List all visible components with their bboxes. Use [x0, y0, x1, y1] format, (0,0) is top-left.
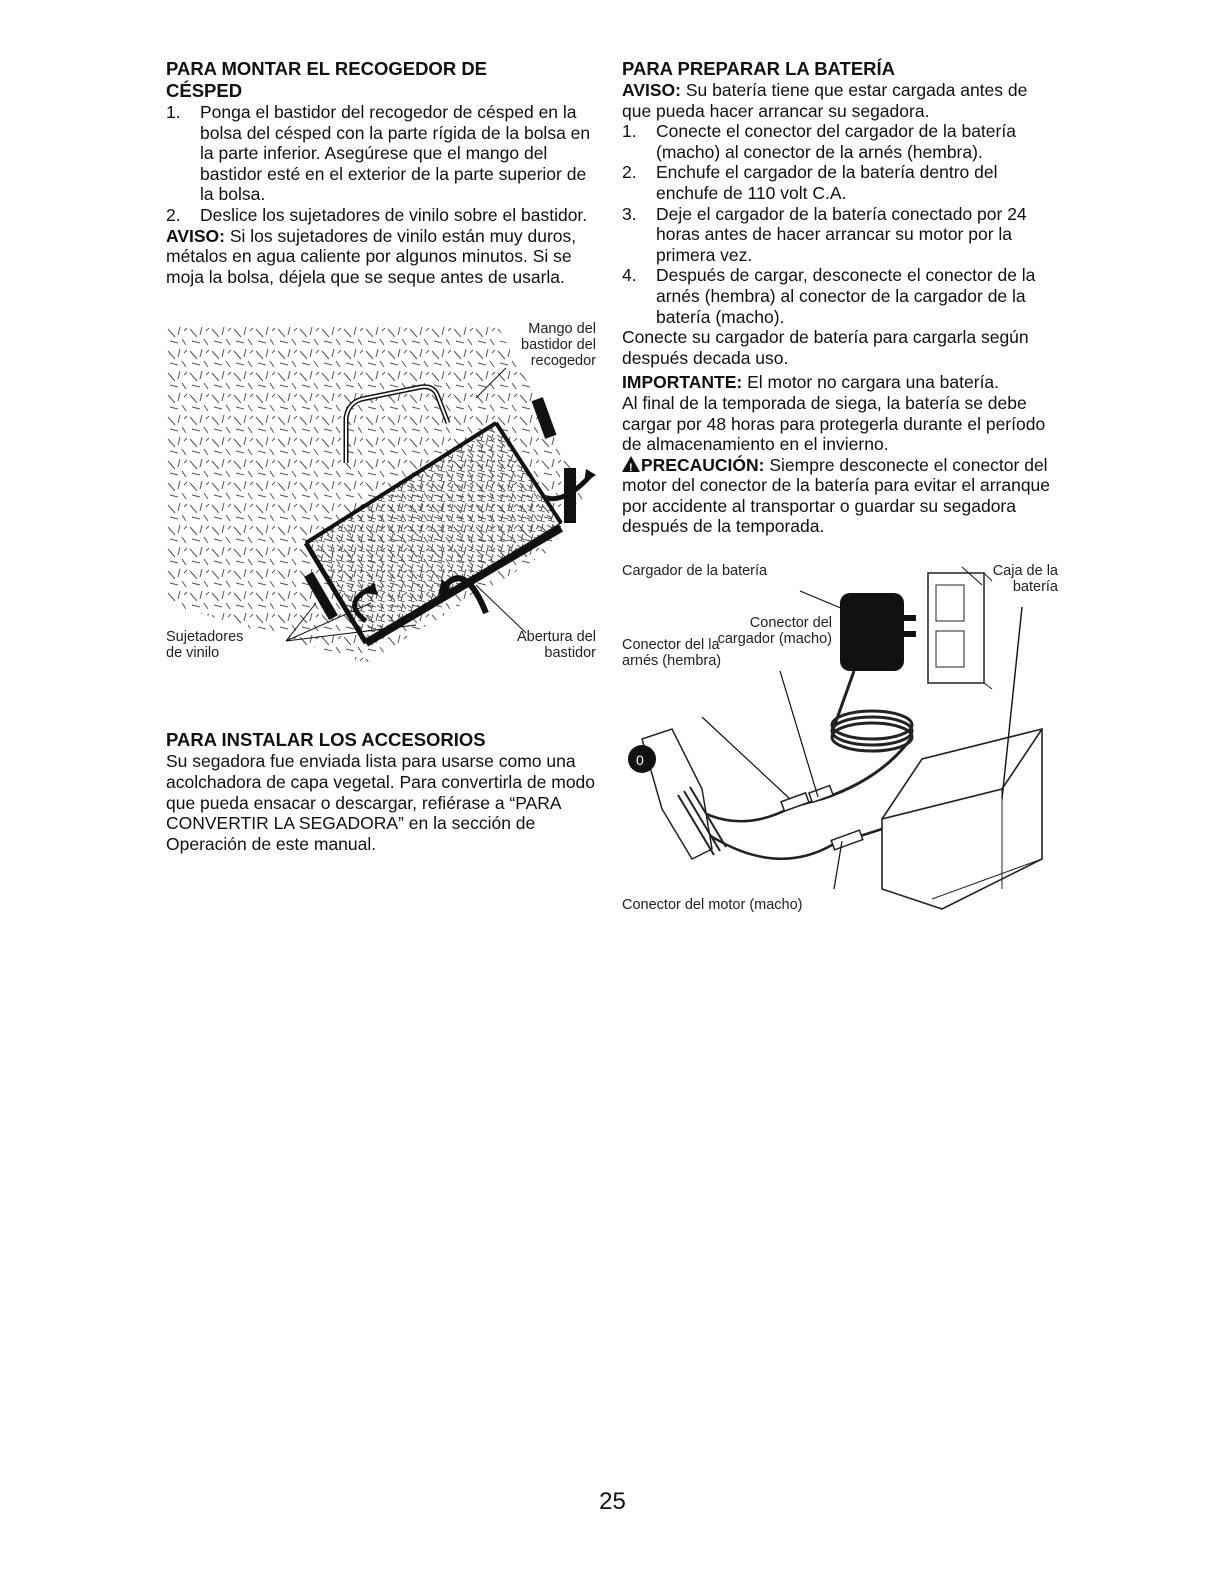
list-item	[622, 162, 1058, 203]
step-text: Ponga el bastidor del recogedor de césped en la bolsa del césped con la parte rígida de la bolsa en la parte inferior. Asegúrese que el mango del bastidor esté en el exterior de la parte superior de la bolsa.	[200, 102, 591, 205]
list-item	[622, 265, 1058, 327]
battery-charger-illustration	[622, 559, 1058, 919]
step-text: Después de cargar, desconecte el conector de la arnés (hembra) al conector de la cargador de la batería (macho).	[656, 265, 1036, 327]
caution-paragraph	[622, 455, 1058, 537]
list-item	[622, 121, 1058, 162]
notice-label: AVISO:	[622, 80, 681, 100]
important-text: El motor no cargara una batería.	[742, 372, 1000, 393]
notice-text: Si los sujetadores de vinilo están muy duros, métalos en agua caliente por algunos minutos. Si se moja la bolsa, déjela que se seque antes de usarla.	[166, 225, 577, 287]
step-number: 2.	[622, 162, 637, 183]
title-line-1: PARA MONTAR EL RECOGEDOR DE	[166, 58, 488, 79]
label-conector-arnes: Conector del la arnés (hembra)	[622, 637, 722, 670]
label-conector-motor: Conector del motor (macho)	[622, 897, 803, 914]
important-label: IMPORTANTE:	[622, 372, 743, 393]
label-caja-bateria: Caja de la batería	[992, 563, 1058, 596]
step-text: Deje el cargador de la batería conectado por 24 horas antes de hacer arrancar su motor por la primera vez.	[656, 203, 1027, 265]
after-charge-paragraph: Conecte su cargador de batería para cargarla según después decada uso.	[622, 327, 1029, 368]
step-number: 1.	[166, 102, 181, 122]
step-number: 3.	[622, 203, 637, 224]
grass-catcher-figure	[166, 303, 598, 673]
section-title-recogedor	[166, 58, 598, 102]
notice-label: AVISO:	[166, 225, 225, 246]
notice-text: Su batería tiene que estar cargada antes de que pueda hacer arrancar su segadora.	[622, 80, 1028, 121]
battery-charger-figure	[622, 559, 1058, 919]
step-text: Deslice los sujetadores de vinilo sobre el bastidor.	[200, 204, 588, 225]
step-text: Conecte el conector del cargador de la batería (macho) al conector de la arnés (hembra).	[656, 121, 1016, 162]
svg-text:0: 0	[636, 752, 644, 769]
section-title-bateria: PARA PREPARAR LA BATERÍA	[622, 58, 896, 79]
steps-recogedor	[166, 102, 598, 226]
step-number: 2.	[166, 204, 181, 225]
label-conector-cargador: Conector del cargador (macho)	[717, 615, 832, 648]
step-text: Enchufe el cargador de la batería dentro del enchufe de 110 volt C.A.	[656, 162, 998, 203]
bateria-notice	[622, 80, 1058, 121]
notice-paragraph	[166, 226, 598, 288]
section-title-accesorios: PARA INSTALAR LOS ACCESORIOS	[166, 729, 486, 751]
important-paragraph	[622, 372, 1058, 393]
warning-triangle-icon	[622, 456, 640, 472]
caution-text: Siempre desconecte el conector del motor del conector de la batería para evitar el arranque por accidente al transportar o guardar su segadora después de la temporada.	[622, 454, 1051, 537]
list-item	[166, 102, 598, 205]
accesorios-paragraph: Su segadora fue enviada lista para usarse como una acolchadora de capa vegetal. Para convertirla de modo que pueda ensacar o descargar, refiérase a “PARA CONVERTIR LA SEGADORA” en la sección de Operación de este manual.	[166, 751, 596, 854]
right-column	[622, 58, 1058, 919]
season-paragraph: Al final de la temporada de siega, la batería se debe cargar por 48 horas para protegerla durante el período de almacenamiento en el invierno.	[622, 392, 1046, 455]
label-cargador-bateria: Cargador de la batería	[622, 563, 768, 580]
label-mango-bastidor-text: Mango del bastidor del recogedor	[521, 321, 596, 370]
left-column	[166, 58, 598, 854]
caution-label: PRECAUCIÓN:	[641, 454, 765, 475]
steps-bateria	[622, 121, 1058, 327]
label-abertura: Abertura del bastidor	[517, 629, 596, 662]
page-number: 25	[599, 1488, 626, 1515]
list-item	[166, 205, 598, 226]
step-number: 4.	[622, 265, 637, 286]
title-line-2: CÉSPED	[166, 80, 243, 101]
list-item	[622, 204, 1058, 266]
step-number: 1.	[622, 121, 637, 142]
label-sujetadores: Sujetadores de vinilo	[166, 629, 244, 662]
